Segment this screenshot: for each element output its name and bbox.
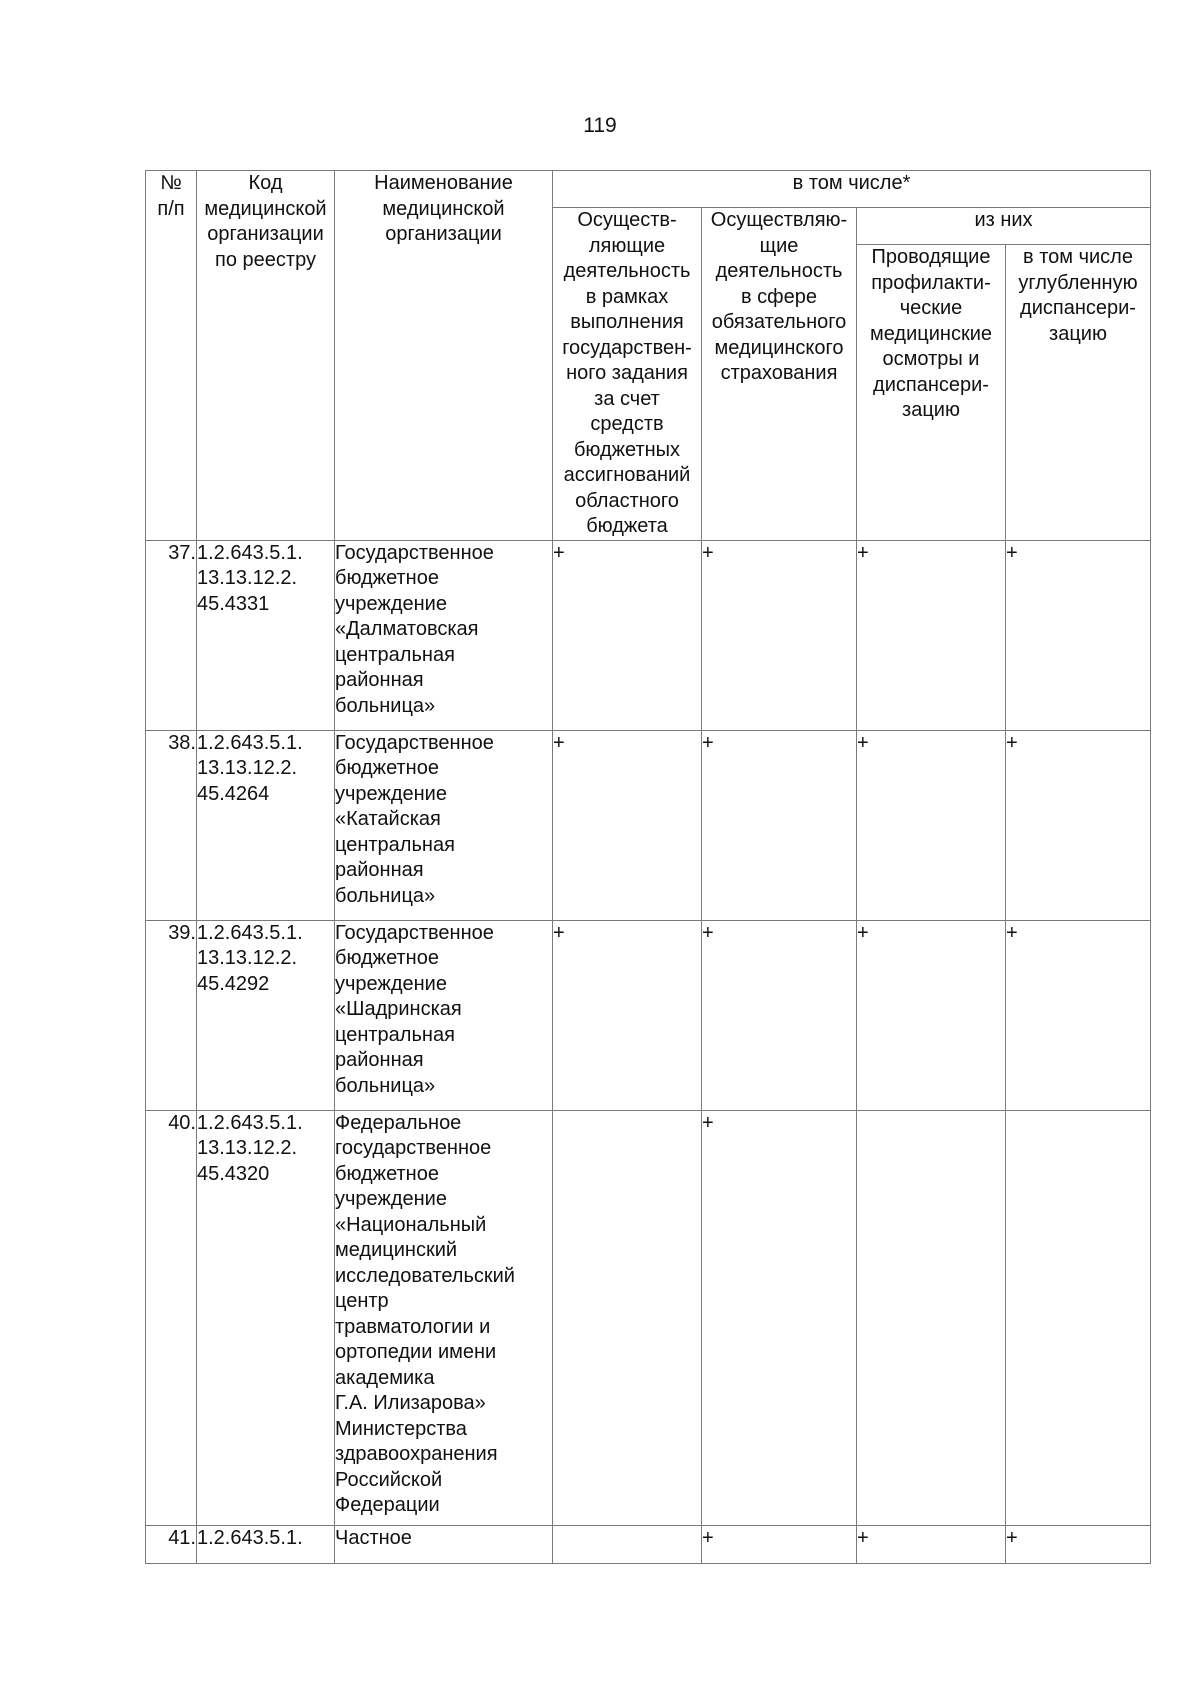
mark-state-task — [553, 540, 702, 730]
header-text: в рамках — [585, 285, 669, 308]
header-text: деятельность — [563, 260, 691, 282]
header-text: п/п — [157, 197, 185, 220]
org-code-line: 1.2.643.5.1. — [197, 1111, 303, 1134]
org-code-line: 1.2.643.5.1. — [197, 921, 303, 944]
org-code-line: 45.4320 — [197, 1162, 270, 1185]
header-state-task — [553, 208, 702, 541]
header-prof — [857, 245, 1006, 541]
row-number-text: 39. — [168, 921, 196, 944]
org-name-line: Государственное — [335, 921, 494, 944]
org-name-line: больница» — [335, 884, 436, 907]
header-text: организации — [385, 223, 502, 245]
mark-prof — [857, 1110, 1006, 1525]
table-row — [146, 1525, 1151, 1563]
org-name-line: учреждение — [335, 972, 447, 995]
org-code-line: 13.13.12.2. — [197, 1137, 298, 1159]
org-code — [197, 730, 335, 920]
org-name — [335, 540, 553, 730]
header-text: Код — [248, 172, 283, 194]
org-name-line: бюджетное — [335, 947, 439, 969]
header-text: бюджетных — [573, 438, 681, 461]
header-text: медицинской — [382, 197, 505, 220]
row-number-text: 38. — [168, 731, 196, 754]
mark-text: + — [702, 921, 714, 944]
header-text: по реестру — [215, 248, 316, 271]
org-code-line: 1.2.643.5.1. — [197, 541, 303, 564]
mark-oms — [702, 1110, 857, 1525]
row-number — [146, 730, 197, 920]
header-text: № — [160, 172, 182, 194]
header-name — [335, 171, 553, 541]
mark-text: + — [857, 1526, 869, 1549]
mark-text: + — [553, 921, 565, 944]
header-text: Осуществляю- — [710, 209, 848, 231]
org-name-line: Государственное — [335, 731, 494, 754]
header-code — [197, 171, 335, 541]
header-text: щие — [759, 234, 799, 257]
row-number-text: 41. — [168, 1526, 196, 1549]
org-code — [197, 1525, 335, 1563]
header-text: в том числе — [1023, 246, 1133, 268]
org-code-line: 1.2.643.5.1. — [197, 731, 303, 754]
mark-oms — [702, 1525, 857, 1563]
header-text: организации — [207, 223, 324, 245]
mark-state-task — [553, 730, 702, 920]
header-text: профилакти- — [871, 271, 991, 294]
org-name-line: академика — [335, 1366, 435, 1389]
org-name-line: центральная — [335, 833, 455, 856]
header-of-them — [857, 208, 1151, 245]
header-deep — [1006, 245, 1151, 541]
row-number — [146, 1110, 197, 1525]
header-text: выполнения — [570, 311, 684, 333]
header-text: в сфере — [740, 285, 817, 308]
mark-text: + — [1006, 541, 1018, 564]
org-name-line: «Национальный — [335, 1213, 487, 1236]
org-code — [197, 1110, 335, 1525]
row-number-text: 40. — [168, 1111, 196, 1134]
header-text: зацию — [1049, 322, 1107, 345]
table-row — [146, 730, 1151, 920]
mark-oms — [702, 540, 857, 730]
mark-text: + — [702, 731, 714, 754]
org-name-line: Министерства — [335, 1417, 467, 1440]
org-name-line: «Катайская — [335, 808, 441, 830]
header-text: ассигнований — [563, 464, 691, 486]
org-name-line: учреждение — [335, 782, 447, 805]
header-text: областного — [575, 489, 679, 512]
org-name-line: центральная — [335, 643, 455, 666]
org-name-line: учреждение — [335, 592, 447, 615]
org-name-line: здравоохранения — [335, 1443, 498, 1465]
mark-text: + — [1006, 921, 1018, 944]
mark-text: + — [857, 731, 869, 754]
org-name-line: Государственное — [335, 541, 494, 564]
org-code-line: 13.13.12.2. — [197, 757, 298, 779]
mark-prof — [857, 730, 1006, 920]
org-name-line: бюджетное — [335, 1162, 439, 1185]
org-name-line: медицинский — [335, 1239, 458, 1261]
org-name-line: Федерации — [335, 1494, 440, 1516]
header-text: из них — [974, 209, 1033, 231]
header-text: диспансери- — [873, 373, 989, 396]
org-name — [335, 920, 553, 1110]
header-text: медицинские — [870, 322, 992, 345]
table-row — [146, 1110, 1151, 1525]
mark-deep — [1006, 730, 1151, 920]
row-number — [146, 540, 197, 730]
mark-text: + — [1006, 731, 1018, 754]
header-text: страхования — [720, 362, 838, 384]
header-text: Наименование — [374, 172, 513, 194]
mark-deep — [1006, 540, 1151, 730]
mark-text: + — [702, 1526, 714, 1549]
header-text: ляющие — [588, 234, 666, 257]
page-number: 119 — [583, 114, 617, 137]
mark-text: + — [702, 541, 714, 564]
org-name — [335, 1110, 553, 1525]
org-name-line: центральная — [335, 1023, 455, 1046]
header-text: в том числе* — [792, 172, 911, 194]
header-text: ного задания — [566, 362, 688, 384]
row-number-text: 37. — [168, 541, 196, 564]
org-code-line: 1.2.643.5.1. — [197, 1526, 303, 1549]
table-row — [146, 540, 1151, 730]
org-name-line: бюджетное — [335, 757, 439, 779]
mark-deep — [1006, 920, 1151, 1110]
org-name-line: районная — [335, 669, 424, 691]
header-including — [553, 171, 1151, 208]
header-text: Проводящие — [871, 246, 991, 268]
row-number — [146, 1525, 197, 1563]
org-name-line: бюджетное — [335, 567, 439, 589]
header-text: бюджета — [586, 515, 668, 537]
org-name-line: Частное — [335, 1526, 412, 1549]
header-num — [146, 171, 197, 541]
header-text: государствен- — [562, 336, 692, 359]
mark-state-task — [553, 920, 702, 1110]
org-name-line: больница» — [335, 1074, 436, 1097]
org-name-line: травматологии и — [335, 1315, 491, 1338]
mark-text: + — [553, 731, 565, 754]
header-text: медицинского — [714, 336, 844, 359]
org-name-line: центр — [335, 1290, 389, 1312]
header-text: углубленную — [1018, 271, 1138, 294]
header-text: зацию — [902, 399, 960, 421]
org-name-line: исследовательский — [335, 1264, 515, 1287]
org-name-line: учреждение — [335, 1188, 447, 1210]
org-code — [197, 540, 335, 730]
org-name-line: больница» — [335, 694, 436, 717]
org-name-line: государственное — [335, 1137, 492, 1159]
org-code — [197, 920, 335, 1110]
mark-state-task — [553, 1110, 702, 1525]
org-name — [335, 1525, 553, 1563]
mark-text: + — [857, 921, 869, 944]
org-name-line: Федеральное — [335, 1111, 462, 1134]
org-name-line: районная — [335, 859, 424, 881]
header-row-1 — [146, 171, 1151, 208]
org-code-line: 13.13.12.2. — [197, 947, 298, 969]
header-text: деятельность — [715, 260, 843, 282]
org-code-line: 45.4264 — [197, 782, 270, 805]
header-text: медицинской — [204, 197, 327, 220]
header-text: средств — [590, 413, 664, 435]
mark-prof — [857, 1525, 1006, 1563]
mark-text: + — [857, 541, 869, 564]
org-code-line: 45.4292 — [197, 972, 270, 995]
org-name-line: «Далматовская — [335, 618, 479, 640]
org-name-line: районная — [335, 1049, 424, 1071]
header-text: за счет — [594, 387, 660, 410]
mark-text: + — [702, 1111, 714, 1134]
mark-prof — [857, 920, 1006, 1110]
header-text: диспансери- — [1020, 297, 1136, 319]
medical-organizations-table — [145, 170, 1151, 1564]
org-name-line: «Шадринская — [335, 998, 462, 1020]
org-name-line: Российской — [335, 1468, 443, 1491]
header-oms — [702, 208, 857, 541]
org-name-line: Г.А. Илизарова» — [335, 1392, 486, 1414]
header-text: Осуществ- — [577, 209, 677, 231]
mark-deep — [1006, 1525, 1151, 1563]
org-name-line: ортопедии имени — [335, 1341, 497, 1363]
mark-oms — [702, 730, 857, 920]
mark-oms — [702, 920, 857, 1110]
row-number — [146, 920, 197, 1110]
mark-deep — [1006, 1110, 1151, 1525]
org-code-line: 45.4331 — [197, 592, 270, 615]
header-text: обязательного — [711, 311, 847, 333]
header-text: осмотры и — [882, 348, 980, 370]
table-row — [146, 920, 1151, 1110]
header-text: ческие — [899, 297, 963, 319]
mark-text: + — [1006, 1526, 1018, 1549]
mark-prof — [857, 540, 1006, 730]
org-code-line: 13.13.12.2. — [197, 567, 298, 589]
mark-state-task — [553, 1525, 702, 1563]
org-name — [335, 730, 553, 920]
mark-text: + — [553, 541, 565, 564]
